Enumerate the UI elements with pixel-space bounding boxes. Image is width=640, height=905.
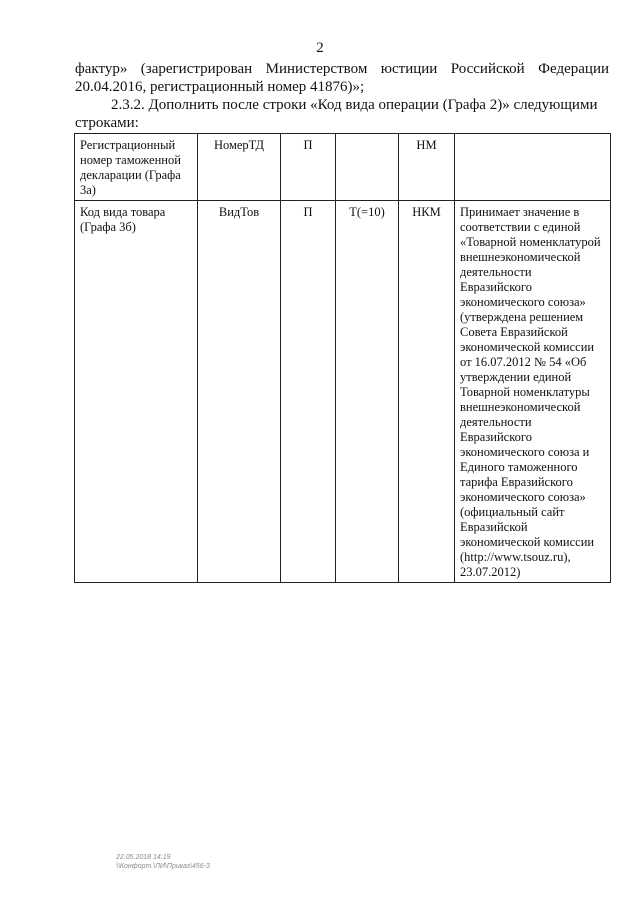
table-cell-note [455,134,611,201]
table-cell-code: ВидТов [198,201,281,583]
table-cell-element-name: Регистрационный номер таможенной декларации (Графа 3а) [75,134,198,201]
paragraph-amendment-line2: строками: [75,115,139,131]
page-number: 2 [316,40,324,56]
table-cell-attribute: П [281,134,336,201]
table-cell-element-name: Код вида товара (Графа 3б) [75,201,198,583]
document-footer [116,853,210,871]
table-cell-requirement: НКМ [399,201,455,583]
footer-timestamp: 22.05.2018 14:19 [116,854,171,861]
amendment-table [74,133,611,583]
paragraph-continuation: фактур» (зарегистрирован Министерством юстиции Российской Федерации 20.04.2016, регистрационный номер 41876)»; [75,61,609,95]
paragraph-amendment [75,96,609,132]
table-cell-format: Т(=10) [336,201,399,583]
table-row-goods-type [75,201,611,583]
table-cell-attribute: П [281,201,336,583]
table-row-customs-declaration [75,134,611,201]
table-cell-requirement: НМ [399,134,455,201]
table-cell-note: Принимает значение в соответствии с единой «Товарной номенклатурой внешнеэкономической деятельности Евразийского экономического союза» (утверждена решением Совета Евразийской экономической комиссии от 16.07.2012 № 54 «Об утверждении единой Товарной номенклатуры внешнеэкономической деятельности Евразийского экономического союза и Единого таможенного тарифа Евразийского экономического союза» (официальный сайт Евразийской экономической комиссии (http://www.tsouz.ru), 23.07.2012) [455,201,611,583]
footer-file-path: \\Конфорт.\ЛИ\Приказ\456-3 [116,863,210,870]
table-cell-format [336,134,399,201]
paragraph-amendment-line1: 2.3.2. Дополнить после строки «Код вида операции (Графа 2)» следующими [111,97,598,113]
table-cell-code: НомерТД [198,134,281,201]
